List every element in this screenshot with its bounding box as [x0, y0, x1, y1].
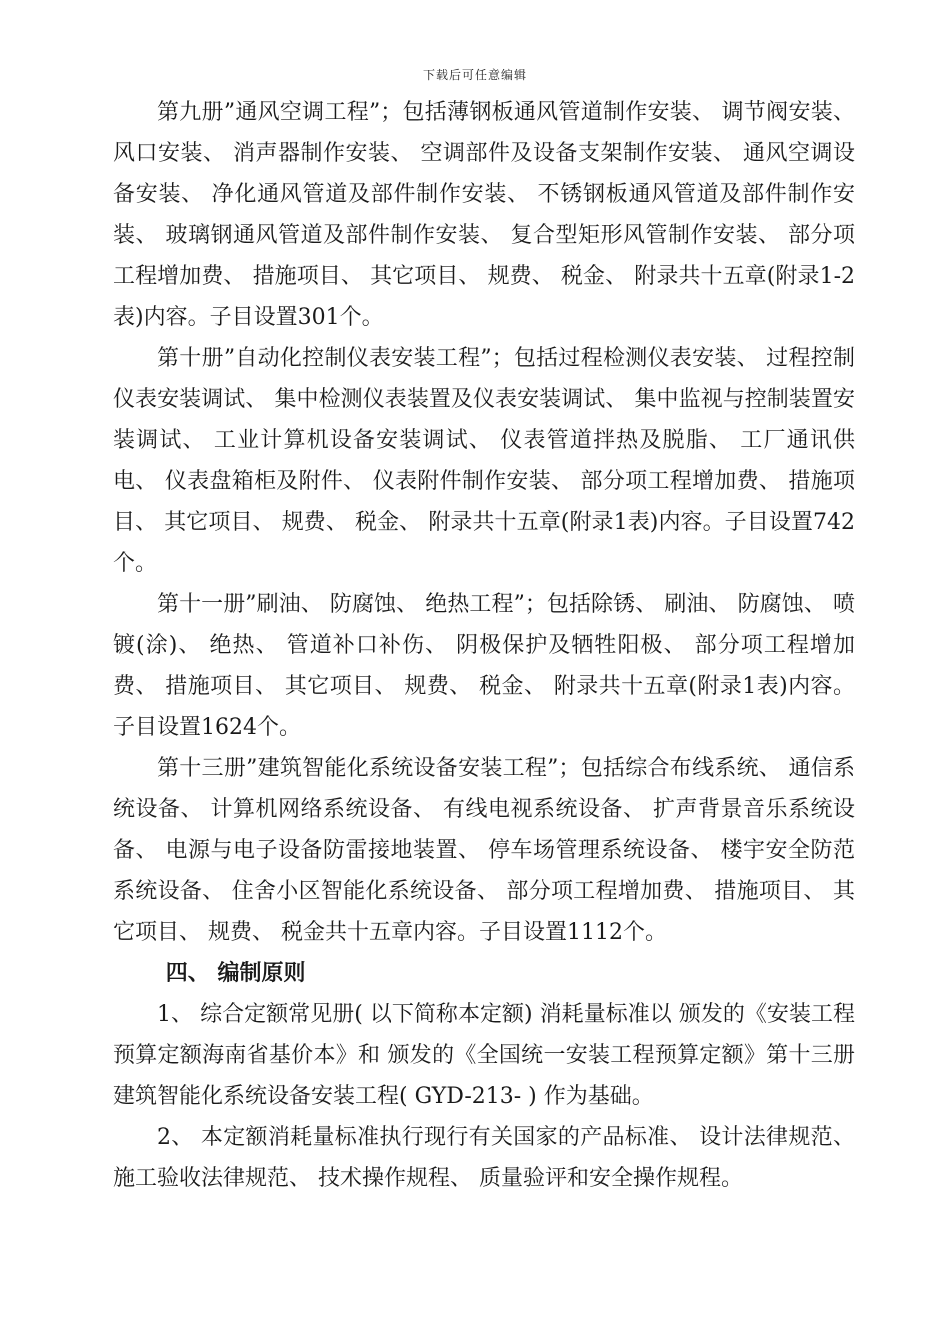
- page-header-note: 下载后可任意编辑: [422, 68, 527, 82]
- paragraph-volume-9: 第九册”通风空调工程”；包括薄钢板通风管道制作安装、 调节阀安装、 风口安装、 消声器制作安装、 空调部件及设备支架制作安装、 通风空调设备安装、 净化通风管道及部件制作安装、 不锈钢板通风管道及部件制作安装、 玻璃钢通风管道及部件制作安装、 复合型矩形风管制作安装、 部分项工程增加费、 措施项目、 其它项目、 规费、 税金、 附录共十五章(附录1-2表)内容。子目设置301个。: [113, 100, 855, 330]
- paragraph-volume-11: 第十一册”刷油、 防腐蚀、 绝热工程”；包括除锈、 刷油、 防腐蚀、 喷镀(涂)、 绝热、 管道补口补伤、 阴极保护及牺牲阳极、 部分项工程增加费、 措施项目、 其它项目、 规费、 税金、 附录共十五章(附录1表)内容。子目设置1624个。: [113, 592, 855, 740]
- principle-item-1: 1、 综合定额常见册( 以下简称本定额) 消耗量标准以 颁发的《安装工程预算定额海南省基价本》和 颁发的《全国统一安装工程预算定额》第十三册建筑智能化系统设备安装工程( GYD-213- ) 作为基础。: [113, 1002, 855, 1109]
- section-heading: 四、 编制原则: [165, 960, 306, 986]
- paragraph-volume-10: 第十册”自动化控制仪表安装工程”；包括过程检测仪表安装、 过程控制仪表安装调试、 集中检测仪表装置及仪表安装调试、 集中监视与控制装置安装调试、 工业计算机设备安装调试、 仪表管道拌热及脱脂、 工厂通讯供电、 仪表盘箱柜及附件、 仪表附件制作安装、 部分项工程增加费、 措施项目、 其它项目、 规费、 税金、 附录共十五章(附录1表)内容。子目设置742个。: [113, 346, 855, 576]
- paragraph-volume-13: 第十三册”建筑智能化系统设备安装工程”；包括综合布线系统、 通信系统设备、 计算机网络系统设备、 有线电视系统设备、 扩声背景音乐系统设备、 电源与电子设备防雷接地装置、 停车场管理系统设备、 楼宇安全防范系统设备、 住舍小区智能化系统设备、 部分项工程增加费、 措施项目、 其它项目、 规费、 税金共十五章内容。子目设置1112个。: [113, 756, 855, 945]
- document-body: [113, 92, 855, 1199]
- principle-item-2: 2、 本定额消耗量标准执行现行有关国家的产品标准、 设计法律规范、 施工验收法律规范、 技术操作规程、 质量验评和安全操作规程。: [113, 1125, 855, 1191]
